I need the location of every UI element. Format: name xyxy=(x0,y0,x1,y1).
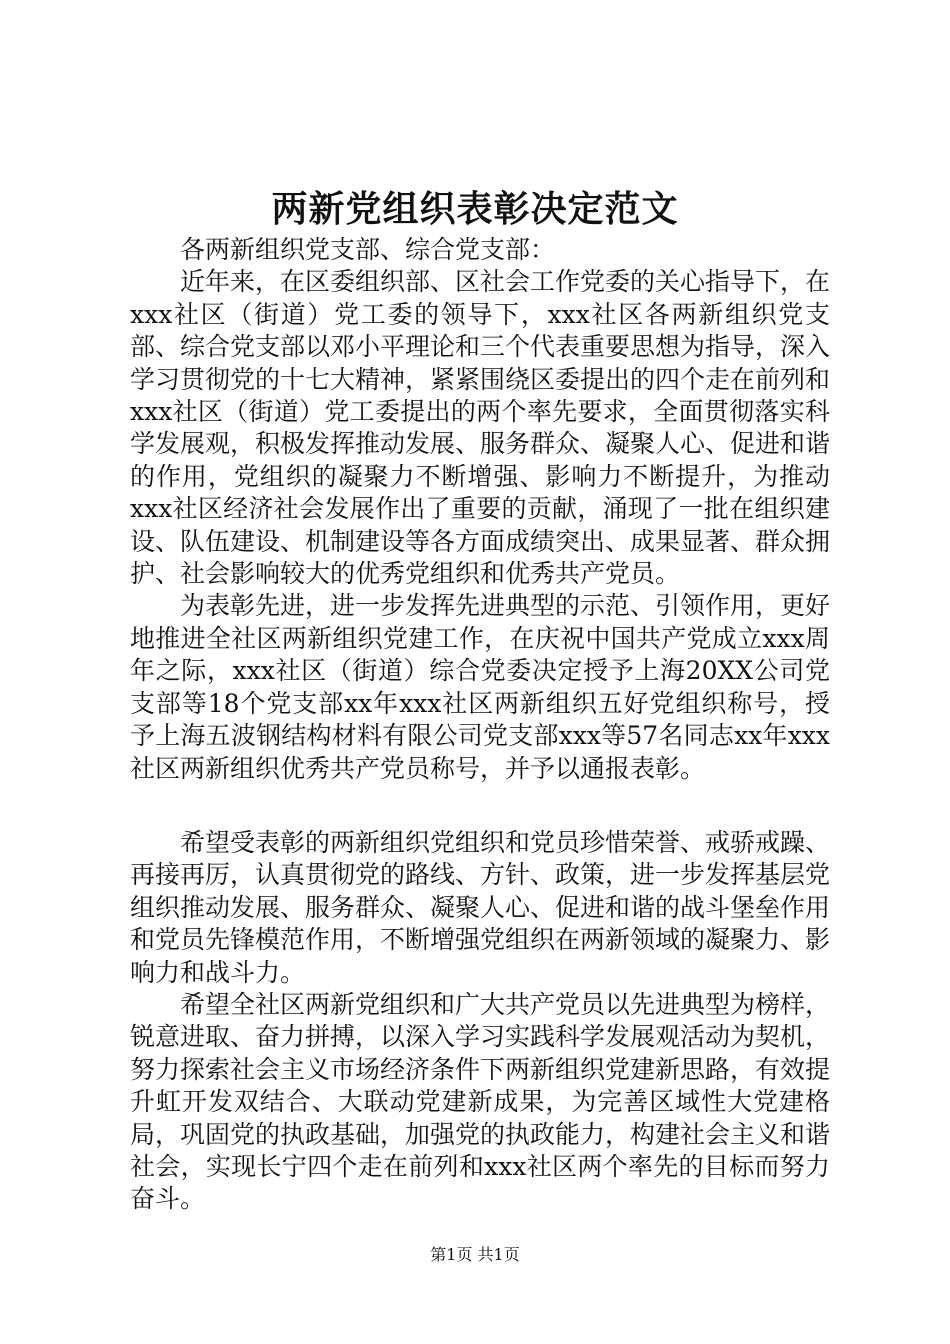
page-number: 第1页 共1页 xyxy=(430,1245,520,1264)
salutation: 各两新组织党支部、综合党支部： xyxy=(180,235,556,264)
paragraph-1: 近年来，在区委组织部、区社会工作党委的关心指导下，在xxx社区（街道）党工委的领导下，xxx社区各两新组织党支部、综合党支部以邓小平理论和三个代表重要思想为指导，深入学习贯彻党的十七大精神，紧紧围绕区委提出的四个走在前列和xxx社区（街道）党工委提出的两个率先要求，全面贯彻落实科学发展观，积极发挥推动发展、服务群众、凝聚人心、促进和谐的作用，党组织的凝聚力不断增强、影响力不断提升，为推动xxx社区经济社会发展作出了重要的贡献，涌现了一批在组织建设、队伍建设、机制建设等各方面成绩突出、成果显著、群众拥护、社会影响较大的优秀党组织和优秀共产党员。 xyxy=(130,267,831,589)
paragraph-2: 为表彰先进，进一步发挥先进典型的示范、引领作用，更好地推进全社区两新组织党建工作，在庆祝中国共产党成立xxx周年之际，xxx社区（街道）综合党委决定授予上海20XX公司党支部等18个党支部xx年xxx社区两新组织五好党组织称号，授予上海五波钢结构材料有限公司党支部xxx等57名同志xx年xxx社区两新组织优秀共产党员称号，并予以通报表彰。 xyxy=(130,591,831,783)
document-body xyxy=(130,234,830,1216)
document-title: 两新党组织表彰决定范文 xyxy=(271,188,679,230)
paragraph-4: 希望全社区两新党组织和广大共产党员以先进典型为榜样，锐意进取、奋力拼搏，以深入学习实践科学发展观活动为契机，努力探索社会主义市场经济条件下两新组织党建新思路，有效提升虹开发双结合、大联动党建新成果，为完善区域性大党建格局，巩固党的执政基础，加强党的执政能力，构建社会主义和谐社会，实现长宁四个走在前列和xxx社区两个率先的目标而努力奋斗。 xyxy=(130,989,831,1214)
paragraph-3: 希望受表彰的两新组织党组织和党员珍惜荣誉、戒骄戒躁、再接再厉，认真贯彻党的路线、方针、政策，进一步发挥基层党组织推动发展、服务群众、凝聚人心、促进和谐的战斗堡垒作用和党员先锋模范作用，不断增强党组织在两新领域的凝聚力、影响力和战斗力。 xyxy=(130,827,831,987)
